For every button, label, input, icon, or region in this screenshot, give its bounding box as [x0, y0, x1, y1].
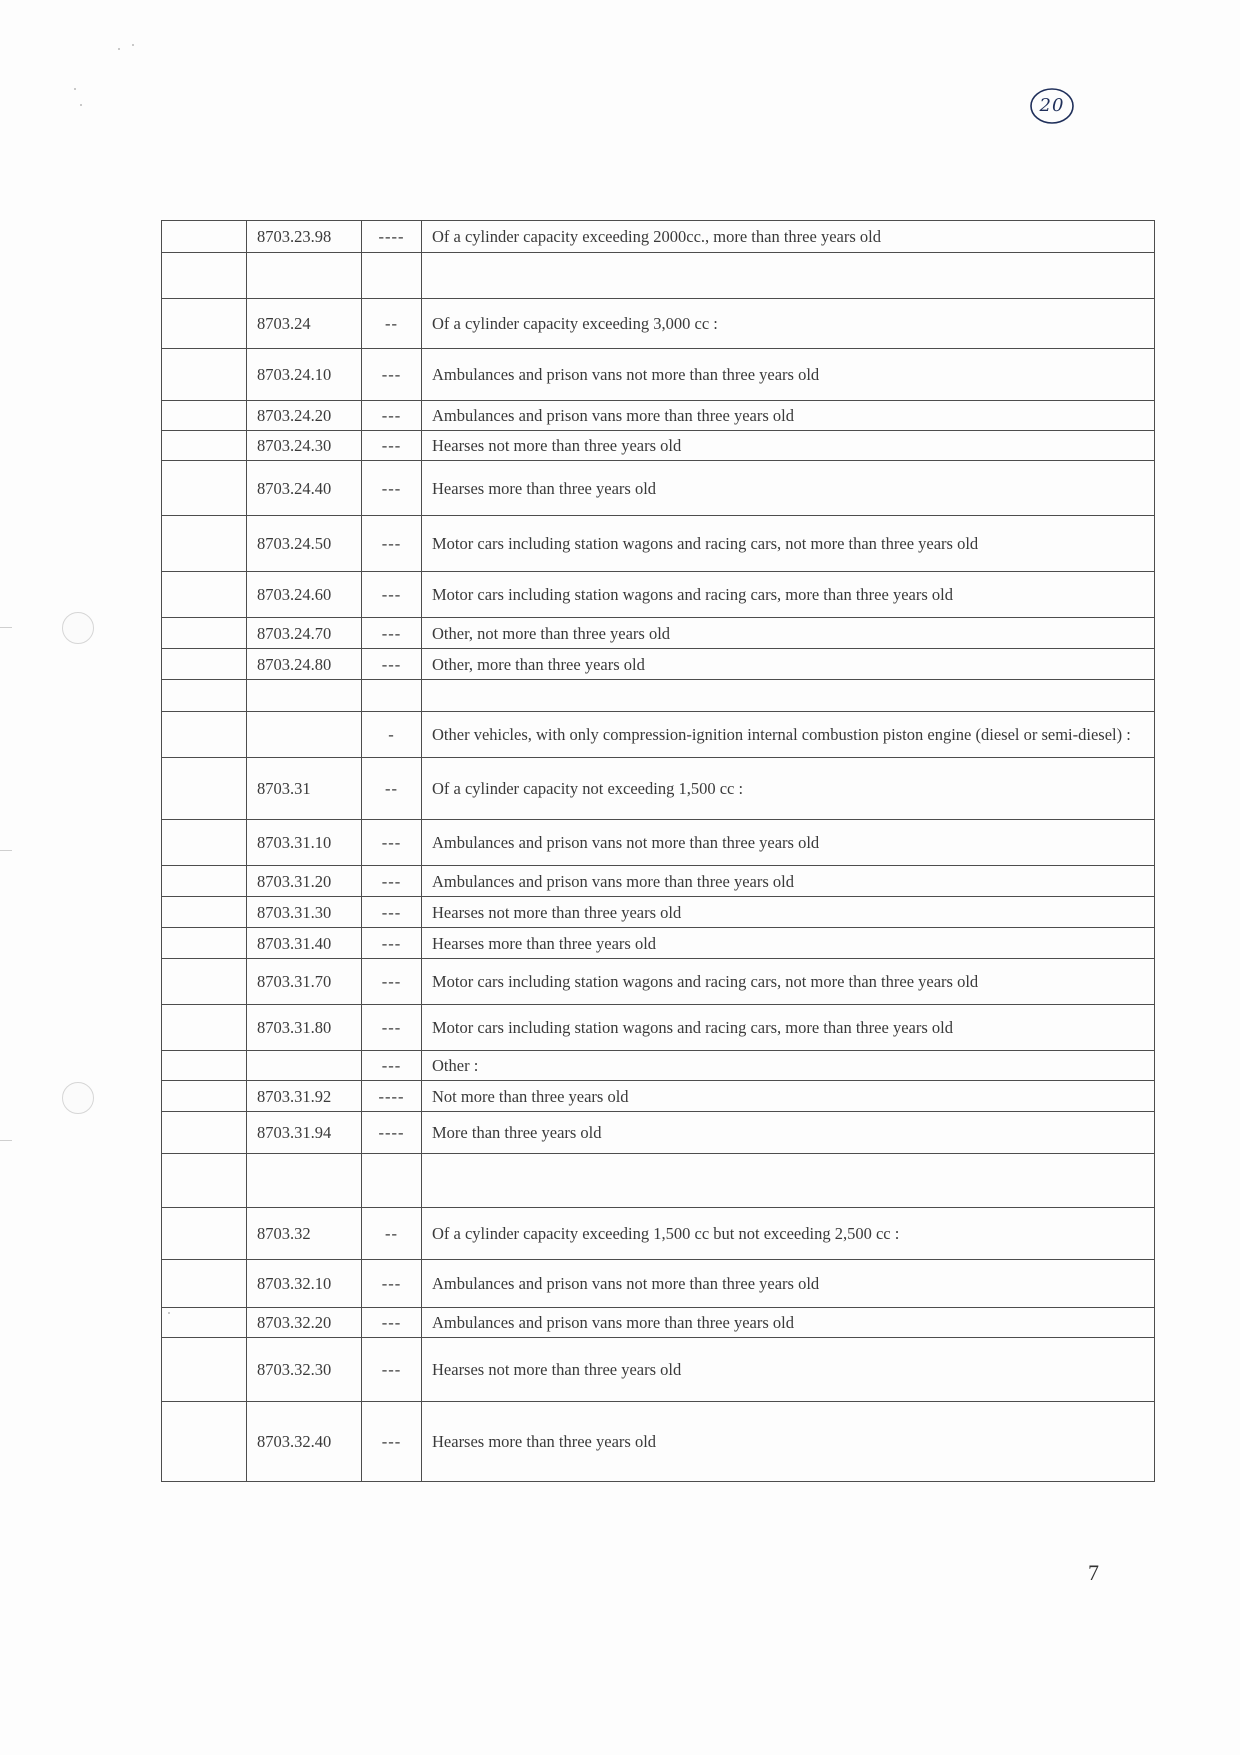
tariff-description: Motor cars including station wagons and racing cars, more than three years old: [422, 572, 1155, 618]
table-row: [162, 928, 1155, 959]
punch-hole-mark: [62, 1082, 94, 1114]
tariff-description: Motor cars including station wagons and racing cars, more than three years old: [422, 1005, 1155, 1051]
table-row: [162, 221, 1155, 253]
table-row: [162, 401, 1155, 431]
tariff-description: Hearses more than three years old: [422, 928, 1155, 959]
tariff-code: 8703.31.10: [247, 820, 362, 866]
level-dashes: ---: [362, 1005, 422, 1051]
tariff-code: 8703.31.70: [247, 959, 362, 1005]
table-row: [162, 461, 1155, 516]
table-row: [162, 1260, 1155, 1308]
tariff-description: Other, more than three years old: [422, 649, 1155, 680]
table-row: [162, 1308, 1155, 1338]
level-dashes: --: [362, 299, 422, 349]
table-row: [162, 1112, 1155, 1154]
blank-cell: [162, 253, 247, 299]
level-dashes: ---: [362, 897, 422, 928]
blank-cell: [162, 649, 247, 680]
tariff-code: 8703.32.10: [247, 1260, 362, 1308]
tariff-description: Of a cylinder capacity not exceeding 1,500 cc :: [422, 758, 1155, 820]
level-dashes: ---: [362, 928, 422, 959]
blank-cell: [162, 820, 247, 866]
tariff-description: Ambulances and prison vans more than three years old: [422, 401, 1155, 431]
tariff-code: [247, 1051, 362, 1081]
tariff-description: Motor cars including station wagons and racing cars, not more than three years old: [422, 959, 1155, 1005]
table-row: [162, 1402, 1155, 1482]
tariff-code: 8703.32.20: [247, 1308, 362, 1338]
tariff-description: Ambulances and prison vans not more than three years old: [422, 1260, 1155, 1308]
blank-cell: [162, 461, 247, 516]
tariff-description: Of a cylinder capacity exceeding 2000cc., more than three years old: [422, 221, 1155, 253]
tariff-table: [161, 220, 1155, 1482]
table-row: [162, 1154, 1155, 1208]
blank-cell: [162, 1112, 247, 1154]
table-row: [162, 299, 1155, 349]
tariff-description: Ambulances and prison vans not more than three years old: [422, 349, 1155, 401]
level-dashes: ---: [362, 618, 422, 649]
tariff-code: [247, 253, 362, 299]
level-dashes: ----: [362, 221, 422, 253]
table-row: [162, 1338, 1155, 1402]
tariff-code: 8703.24.10: [247, 349, 362, 401]
tariff-code: 8703.24.20: [247, 401, 362, 431]
margin-fold-mark: [0, 1140, 12, 1141]
blank-cell: [162, 1081, 247, 1112]
tariff-description: Hearses not more than three years old: [422, 1338, 1155, 1402]
tariff-description: Motor cars including station wagons and racing cars, not more than three years old: [422, 516, 1155, 572]
blank-cell: [162, 1005, 247, 1051]
tariff-description: Hearses not more than three years old: [422, 897, 1155, 928]
blank-cell: [162, 959, 247, 1005]
blank-cell: [162, 401, 247, 431]
table-row: [162, 1081, 1155, 1112]
table-row: [162, 649, 1155, 680]
tariff-description: Ambulances and prison vans not more than three years old: [422, 820, 1155, 866]
table-row: [162, 253, 1155, 299]
tariff-description: Of a cylinder capacity exceeding 1,500 cc but not exceeding 2,500 cc :: [422, 1208, 1155, 1260]
tariff-description: Other :: [422, 1051, 1155, 1081]
tariff-description: Hearses more than three years old: [422, 1402, 1155, 1482]
level-dashes: ---: [362, 1402, 422, 1482]
level-dashes: --: [362, 758, 422, 820]
scan-speck: [132, 44, 134, 46]
tariff-description: Ambulances and prison vans more than three years old: [422, 1308, 1155, 1338]
blank-cell: [162, 928, 247, 959]
tariff-code: [247, 712, 362, 758]
table-row: [162, 431, 1155, 461]
level-dashes: ---: [362, 516, 422, 572]
scan-speck: [74, 88, 76, 90]
tariff-code: 8703.32.30: [247, 1338, 362, 1402]
tariff-code: 8703.31.40: [247, 928, 362, 959]
punch-hole-mark: [62, 612, 94, 644]
level-dashes: ---: [362, 959, 422, 1005]
tariff-description: More than three years old: [422, 1112, 1155, 1154]
level-dashes: ---: [362, 649, 422, 680]
handwritten-page-stamp: [1028, 86, 1076, 126]
blank-cell: [162, 1402, 247, 1482]
table-row: [162, 349, 1155, 401]
tariff-description: [422, 1154, 1155, 1208]
table-row: [162, 897, 1155, 928]
blank-cell: [162, 712, 247, 758]
tariff-code: 8703.31.94: [247, 1112, 362, 1154]
tariff-code: 8703.31: [247, 758, 362, 820]
blank-cell: [162, 1208, 247, 1260]
level-dashes: ---: [362, 820, 422, 866]
table-row: [162, 680, 1155, 712]
level-dashes: ---: [362, 1338, 422, 1402]
level-dashes: ---: [362, 401, 422, 431]
tariff-description: Ambulances and prison vans more than three years old: [422, 866, 1155, 897]
blank-cell: [162, 866, 247, 897]
tariff-code: 8703.31.80: [247, 1005, 362, 1051]
tariff-description: Hearses not more than three years old: [422, 431, 1155, 461]
blank-cell: [162, 1260, 247, 1308]
table-row: [162, 866, 1155, 897]
blank-cell: [162, 299, 247, 349]
tariff-code: 8703.24.50: [247, 516, 362, 572]
tariff-description: [422, 680, 1155, 712]
level-dashes: ---: [362, 431, 422, 461]
level-dashes: [362, 1154, 422, 1208]
blank-cell: [162, 349, 247, 401]
margin-fold-mark: [0, 850, 12, 851]
scan-speck: [80, 104, 82, 106]
level-dashes: ---: [362, 866, 422, 897]
level-dashes: ---: [362, 1308, 422, 1338]
table-row: [162, 1005, 1155, 1051]
tariff-code: 8703.31.20: [247, 866, 362, 897]
level-dashes: ---: [362, 349, 422, 401]
tariff-code: 8703.24.80: [247, 649, 362, 680]
blank-cell: [162, 431, 247, 461]
tariff-code: 8703.32: [247, 1208, 362, 1260]
level-dashes: --: [362, 1208, 422, 1260]
table-row: [162, 516, 1155, 572]
tariff-code: 8703.24.40: [247, 461, 362, 516]
scan-speck: [118, 48, 120, 50]
blank-cell: [162, 1338, 247, 1402]
table-row: [162, 758, 1155, 820]
table-row: [162, 572, 1155, 618]
tariff-code: [247, 1154, 362, 1208]
stamp-number: 20: [1039, 95, 1065, 116]
level-dashes: ----: [362, 1112, 422, 1154]
level-dashes: -: [362, 712, 422, 758]
blank-cell: [162, 221, 247, 253]
blank-cell: [162, 897, 247, 928]
tariff-description: Of a cylinder capacity exceeding 3,000 cc :: [422, 299, 1155, 349]
table-row: [162, 618, 1155, 649]
blank-cell: [162, 516, 247, 572]
tariff-description: Other, not more than three years old: [422, 618, 1155, 649]
tariff-code: 8703.32.40: [247, 1402, 362, 1482]
tariff-code: 8703.23.98: [247, 221, 362, 253]
tariff-code: 8703.31.30: [247, 897, 362, 928]
level-dashes: ---: [362, 1260, 422, 1308]
blank-cell: [162, 1154, 247, 1208]
tariff-code: 8703.24.70: [247, 618, 362, 649]
tariff-description: Not more than three years old: [422, 1081, 1155, 1112]
level-dashes: ---: [362, 461, 422, 516]
blank-cell: [162, 618, 247, 649]
table-row: [162, 1051, 1155, 1081]
blank-cell: [162, 572, 247, 618]
page-number: 7: [1088, 1560, 1099, 1585]
table-row: [162, 820, 1155, 866]
level-dashes: ----: [362, 1081, 422, 1112]
tariff-code: 8703.24.60: [247, 572, 362, 618]
table-row: [162, 712, 1155, 758]
level-dashes: [362, 680, 422, 712]
tariff-code: 8703.31.92: [247, 1081, 362, 1112]
blank-cell: [162, 680, 247, 712]
blank-cell: [162, 1051, 247, 1081]
blank-cell: [162, 1308, 247, 1338]
tariff-description: Hearses more than three years old: [422, 461, 1155, 516]
tariff-code: 8703.24.30: [247, 431, 362, 461]
tariff-code: 8703.24: [247, 299, 362, 349]
tariff-description: [422, 253, 1155, 299]
level-dashes: ---: [362, 1051, 422, 1081]
level-dashes: ---: [362, 572, 422, 618]
blank-cell: [162, 758, 247, 820]
level-dashes: [362, 253, 422, 299]
margin-fold-mark: [0, 627, 12, 628]
table-row: [162, 1208, 1155, 1260]
tariff-description: Other vehicles, with only compression-ignition internal combustion piston engine (diesel or semi-diesel) :: [422, 712, 1155, 758]
tariff-code: [247, 680, 362, 712]
table-row: [162, 959, 1155, 1005]
